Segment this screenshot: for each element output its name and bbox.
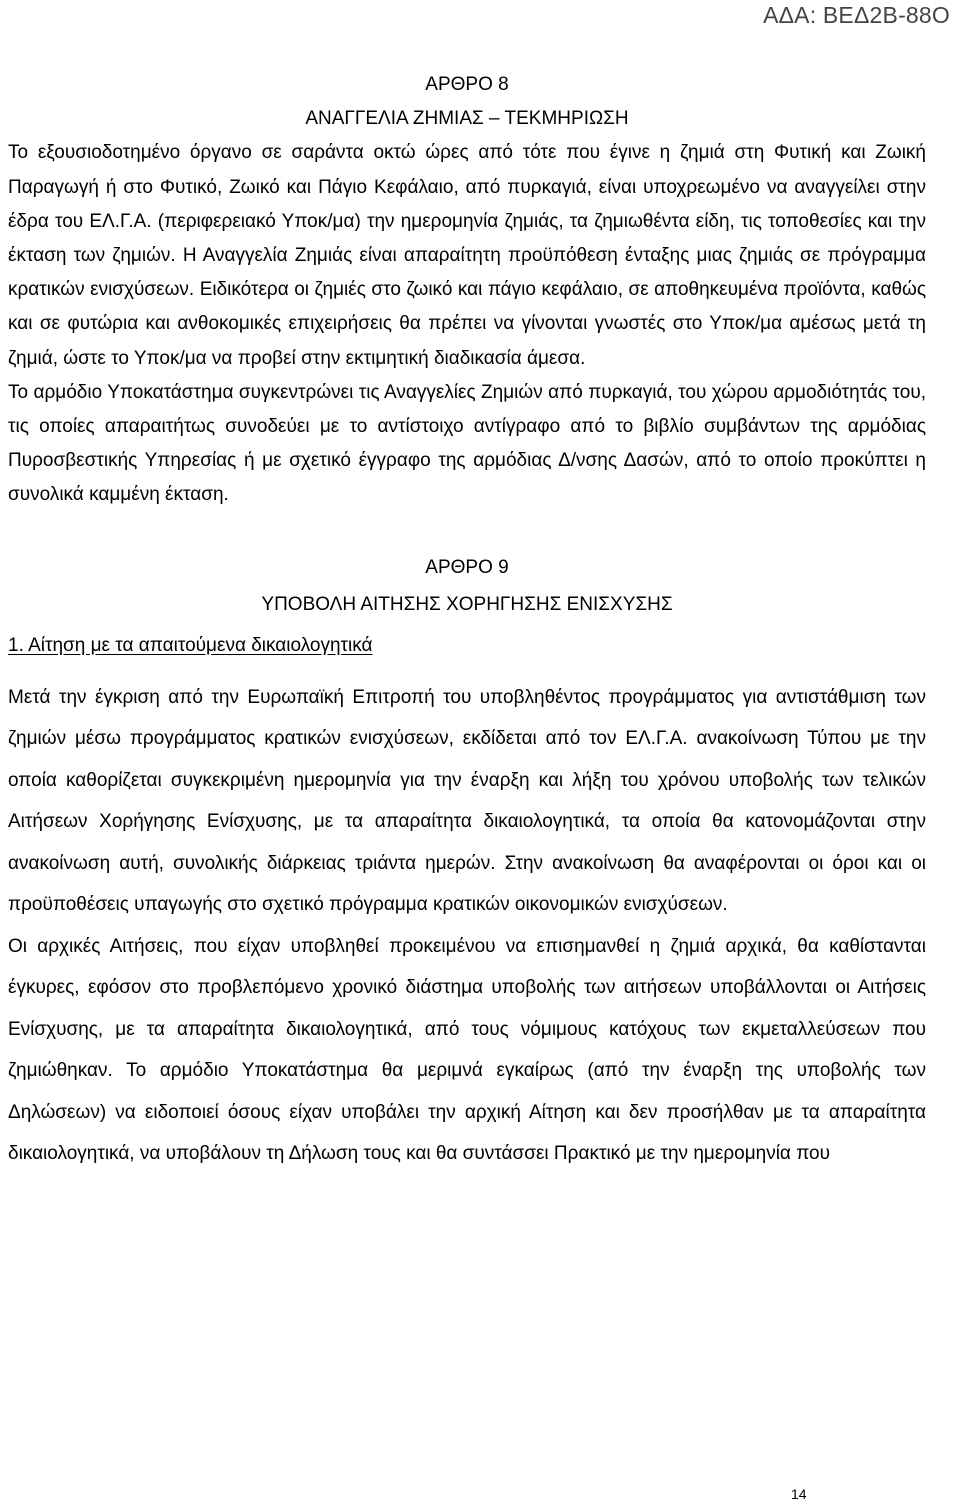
paragraph: Οι αρχικές Αιτήσεις, που είχαν υποβληθεί προκειμένου να επισημανθεί η ζημιά αρχικά, θα καθίστανται έγκυρες, εφόσον στο προβλεπόμενο χρονικό διάστημα υποβολής των αιτήσεων υποβάλλονται οι Αιτήσεις Ενίσχυσης, με τα απαραίτητα δικαιολογητικά, από τους νόμιμους κατόχους των εκμεταλλεύσεων που ζημιώθηκαν. Το αρμόδιο Υποκατάστημα θα μεριμνά εγκαίρως (από την έναρξη της υποβολής των Δηλώσεων) να ειδοποιεί όσους είχαν υποβάλει την αρχική Αίτηση και δεν προσήλθαν με τα απαραίτητα δικαιολογητικά, να υποβάλουν τη Δήλωση τους και θα συντάσσει Πρακτικό με την ημερομηνία που bbox=[8, 935, 926, 1165]
paragraph: Το αρμόδιο Υποκατάστημα συγκεντρώνει τις Αναγγελίες Ζημιών από πυρκαγιά, του χώρου αρμοδιότητάς του, τις οποίες απαραιτήτως συνοδεύει με το αντίστοιχο αντίγραφο από το βιβλίο συμβάντων της αρμόδιας Πυροσβεστικής Υπηρεσίας ή με σχετικό έγγραφο της αρμόδιας Δ/νσης Δασών, από το οποίο προκύπτει η συνολικά καμμένη έκταση. bbox=[8, 381, 926, 506]
paragraph: Μετά την έγκριση από την Ευρωπαϊκή Επιτροπή του υποβληθέντος προγράμματος για αντιστάθμιση των ζημιών μέσω προγράμματος κρατικών ενισχύσεων, εκδίδεται από τον ΕΛ.Γ.Α. ανακοίνωση Τύπου με την οποία καθορίζεται συγκεκριμένη ημερομηνία για την έναρξη και λήξη του χρόνου υποβολής των τελικών Αιτήσεων Χορήγησης Ενίσχυσης, με τα απαραίτητα δικαιολογητικά, τα οποία θα κατονομάζονται στην ανακοίνωση αυτή, συνολικής διάρκειας τριάντα ημερών. Στην ανακοίνωση θα αναφέρονται οι όροι και οι προϋποθέσεις υπαγωγής στο σχετικό πρόγραμμα κρατικών οικονομικών ενισχύσεων. bbox=[8, 686, 926, 916]
document-body bbox=[8, 68, 926, 1175]
article-9 bbox=[8, 549, 926, 1175]
paragraph: Το εξουσιοδοτημένο όργανο σε σαράντα οκτώ ώρες από τότε που έγινε η ζημιά στη Φυτική και Ζωική Παραγωγή ή στο Φυτικό, Ζωικό και Πάγιο Κεφάλαιο, από πυρκαγιά, είναι υποχρεωμένο να αναγγείλει στην έδρα του ΕΛ.Γ.Α. (περιφερειακό Υποκ/μα) την ημερομηνία ζημιάς, τα ζημιωθέντα είδη, τις τοποθεσίες και την έκταση των ζημιών. Η Αναγγελία Ζημιάς είναι απαραίτητη προϋπόθεση ένταξης μιας ζημιάς σε πρόγραμμα κρατικών ενισχύσεων. Ειδικότερα οι ζημιές στο ζωικό και πάγιο κεφάλαιο, σε αποθηκευμένα προϊόντα, καθώς και σε φυτώρια και ανθοκομικές επιχειρήσεις θα πρέπει να γίνονται γνωστές στο Υποκ/μα αμέσως μετά τη ζημιά, ώστε το Υποκ/μα να προβεί στην εκτιμητική διαδικασία άμεσα. bbox=[8, 142, 926, 369]
subsection-heading: 1. Αίτηση με τα απαιτούμενα δικαιολογητικά bbox=[8, 634, 373, 656]
document-code: ΑΔΑ: ΒΕΔ2Β-88Ο bbox=[763, 2, 950, 28]
article-8 bbox=[8, 68, 926, 513]
page-number: 14 bbox=[791, 1486, 807, 1502]
article-title: ΥΠΟΒΟΛΗ ΑΙΤΗΣΗΣ ΧΟΡΗΓΗΣΗΣ ΕΝΙΣΧΥΣΗΣ bbox=[261, 593, 673, 615]
article-title: ΑΝΑΓΓΕΛΙΑ ΖΗΜΙΑΣ – ΤΕΚΜΗΡΙΩΣΗ bbox=[305, 108, 629, 130]
article-number: ΑΡΘΡΟ 9 bbox=[425, 556, 509, 578]
article-number: ΑΡΘΡΟ 8 bbox=[425, 74, 509, 95]
